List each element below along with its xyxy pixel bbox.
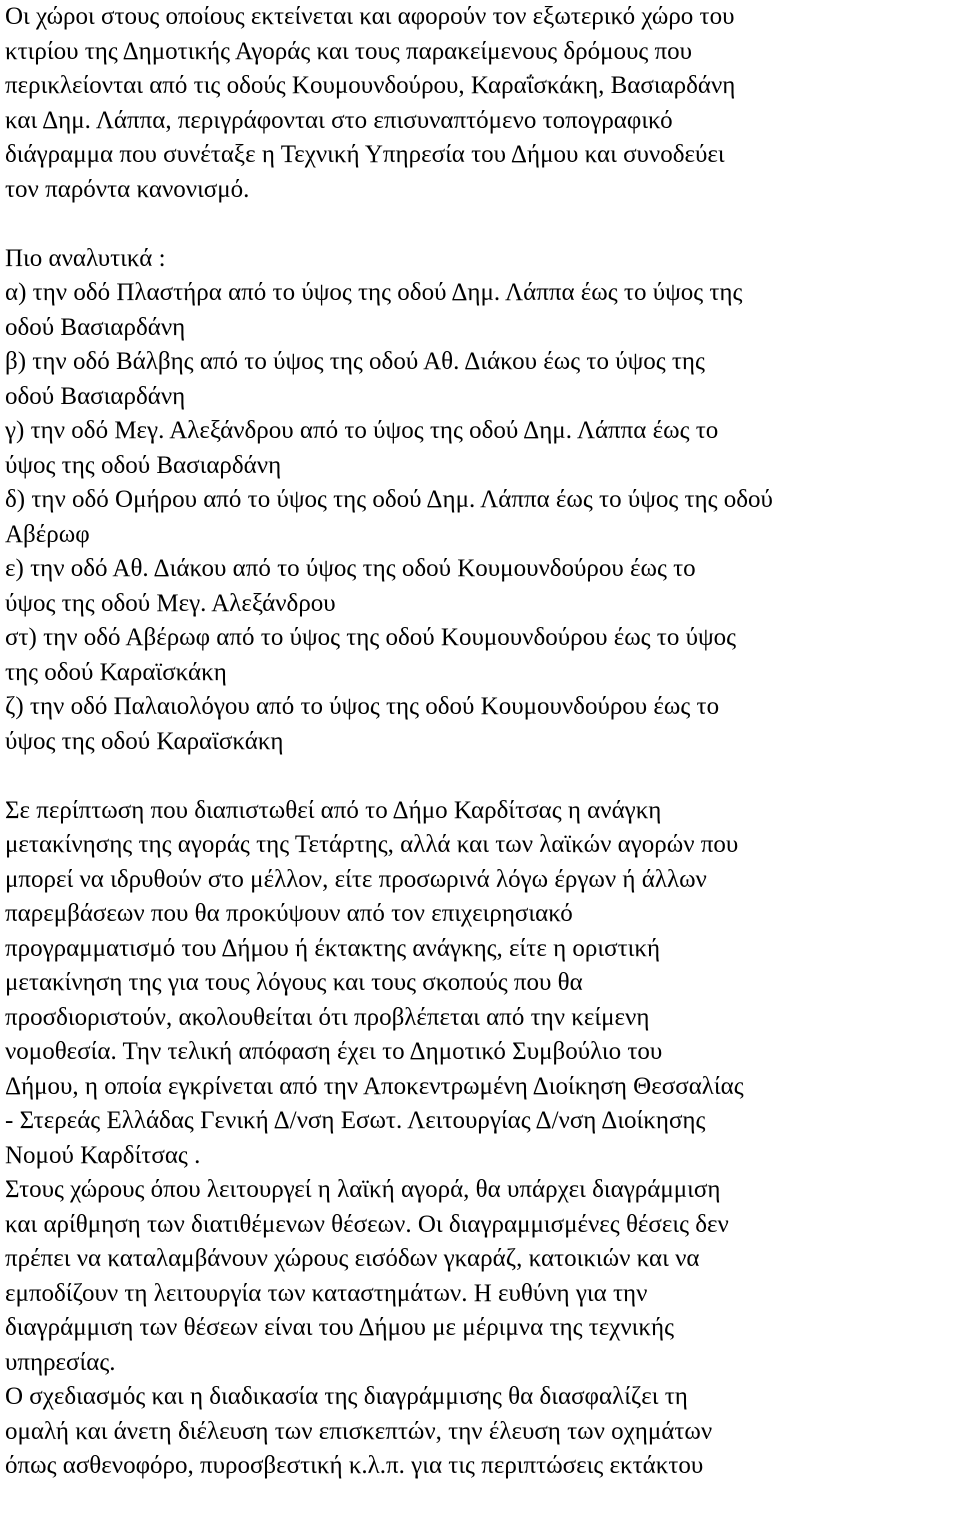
text-line: περικλείονται από τις οδούς Κουμουνδούρου, Καραΐσκάκη, Βασιαρδάνη — [5, 72, 736, 99]
text-line: Δήμου, η οποία εγκρίνεται από την Αποκεντρωμένη Διοίκηση Θεσσαλίας — [5, 1072, 744, 1100]
text-line: ομαλή και άνετη διέλευση των επισκεπτών, την έλευση των οχημάτων — [5, 1417, 713, 1445]
text-line: μπορεί να ιδρυθούν στο μέλλον, είτε προσωρινά λόγω έργων ή άλλων — [5, 865, 707, 893]
text-line: κτιρίου της Δημοτικής Αγοράς και τους παρακείμενους δρόμους που — [5, 37, 693, 65]
text-line: πρέπει να καταλαμβάνουν χώρους εισόδων γκαράζ, κατοικιών και να — [5, 1245, 700, 1272]
text-line: προσδιοριστούν, ακολουθείται ότι προβλέπεται από την κείμενη — [5, 1003, 650, 1031]
list-item-line: ύψος της οδού Μεγ. Αλεξάνδρου — [5, 589, 336, 617]
text-line: υπηρεσίας. — [5, 1348, 116, 1376]
list-item-line: ύψος της οδού Βασιαρδάνη — [5, 451, 282, 479]
text-line: εμποδίζουν τη λειτουργία των καταστημάτων. Η ευθύνη για την — [5, 1279, 648, 1307]
list-item-line: ύψος της οδού Καραϊσκάκη — [5, 727, 284, 755]
paragraph-spacer — [5, 207, 960, 242]
details-list — [5, 242, 960, 760]
list-item-line: στ) την οδό Αβέρωφ από το ύψος της οδού Κουμουνδούρου έως το ύψος — [5, 624, 737, 651]
details-heading: Πιο αναλυτικά : — [5, 244, 166, 272]
text-line: Οι χώροι στους οποίους εκτείνεται και αφορούν τον εξωτερικό χώρο του — [5, 3, 735, 30]
list-item-line: δ) την οδό Ομήρου από το ύψος της οδού Δημ. Λάππα έως το ύψος της οδού — [5, 486, 773, 513]
text-line: μετακίνηση της για τους λόγους και τους σκοπούς που θα — [5, 969, 583, 996]
body-paragraphs — [5, 794, 960, 1484]
text-line: διάγραμμα που συνέταξε η Τεχνική Υπηρεσία του Δήμου και συνοδεύει — [5, 141, 725, 168]
list-item-line: ζ) την οδό Παλαιολόγου από το ύψος της οδού Κουμουνδούρου έως το — [5, 693, 720, 720]
text-line: μετακίνησης της αγοράς της Τετάρτης, αλλά και των λαϊκών αγορών που — [5, 831, 739, 858]
text-line: παρεμβάσεων που θα προκύψουν από τον επιχειρησιακό — [5, 900, 573, 927]
text-line: νομοθεσία. Την τελική απόφαση έχει το Δημοτικό Συμβούλιο του — [5, 1038, 663, 1065]
text-line: - Στερεάς Ελλάδας Γενική Δ/νση Εσωτ. Λειτουργίας Δ/νση Διοίκησης — [5, 1107, 706, 1134]
text-line: Στους χώρους όπου λειτουργεί η λαϊκή αγορά, θα υπάρχει διαγράμμιση — [5, 1176, 721, 1203]
text-line: Ο σχεδιασμός και η διαδικασία της διαγράμμισης θα διασφαλίζει τη — [5, 1383, 688, 1410]
list-item-line: Αβέρωφ — [5, 520, 90, 548]
text-line: και αρίθμηση των διατιθέμενων θέσεων. Οι διαγραμμισμένες θέσεις δεν — [5, 1210, 729, 1238]
text-line: και Δημ. Λάππα, περιγράφονται στο επισυναπτόμενο τοπογραφικό — [5, 106, 673, 134]
list-item-line: της οδού Καραϊσκάκη — [5, 658, 227, 686]
list-item-line: α) την οδό Πλαστήρα από το ύψος της οδού Δημ. Λάππα έως το ύψος της — [5, 279, 743, 306]
text-line: Νομού Καρδίτσας . — [5, 1141, 201, 1169]
list-item-line: οδού Βασιαρδάνη — [5, 313, 186, 341]
list-item-line: οδού Βασιαρδάνη — [5, 382, 186, 410]
text-line: όπως ασθενοφόρο, πυροσβεστική κ.λ.π. για τις περιπτώσεις εκτάκτου — [5, 1452, 704, 1479]
list-item-line: β) την οδό Βάλβης από το ύψος της οδού Αθ. Διάκου έως το ύψος της — [5, 348, 705, 375]
list-item-line: ε) την οδό Αθ. Διάκου από το ύψος της οδού Κουμουνδούρου έως το — [5, 555, 696, 582]
text-line: τον παρόντα κανονισμό. — [5, 175, 250, 203]
text-line: διαγράμμιση των θέσεων είναι του Δήμου με μέριμνα της τεχνικής — [5, 1314, 674, 1341]
text-line: Σε περίπτωση που διαπιστωθεί από το Δήμο Καρδίτσας η ανάγκη — [5, 796, 662, 824]
intro-paragraph — [5, 0, 960, 207]
list-item-line: γ) την οδό Μεγ. Αλεξάνδρου από το ύψος της οδού Δημ. Λάππα έως το — [5, 417, 719, 444]
paragraph-spacer — [5, 759, 960, 794]
text-line: προγραμματισμό του Δήμου ή έκτακτης ανάγκης, είτε η οριστική — [5, 934, 661, 962]
